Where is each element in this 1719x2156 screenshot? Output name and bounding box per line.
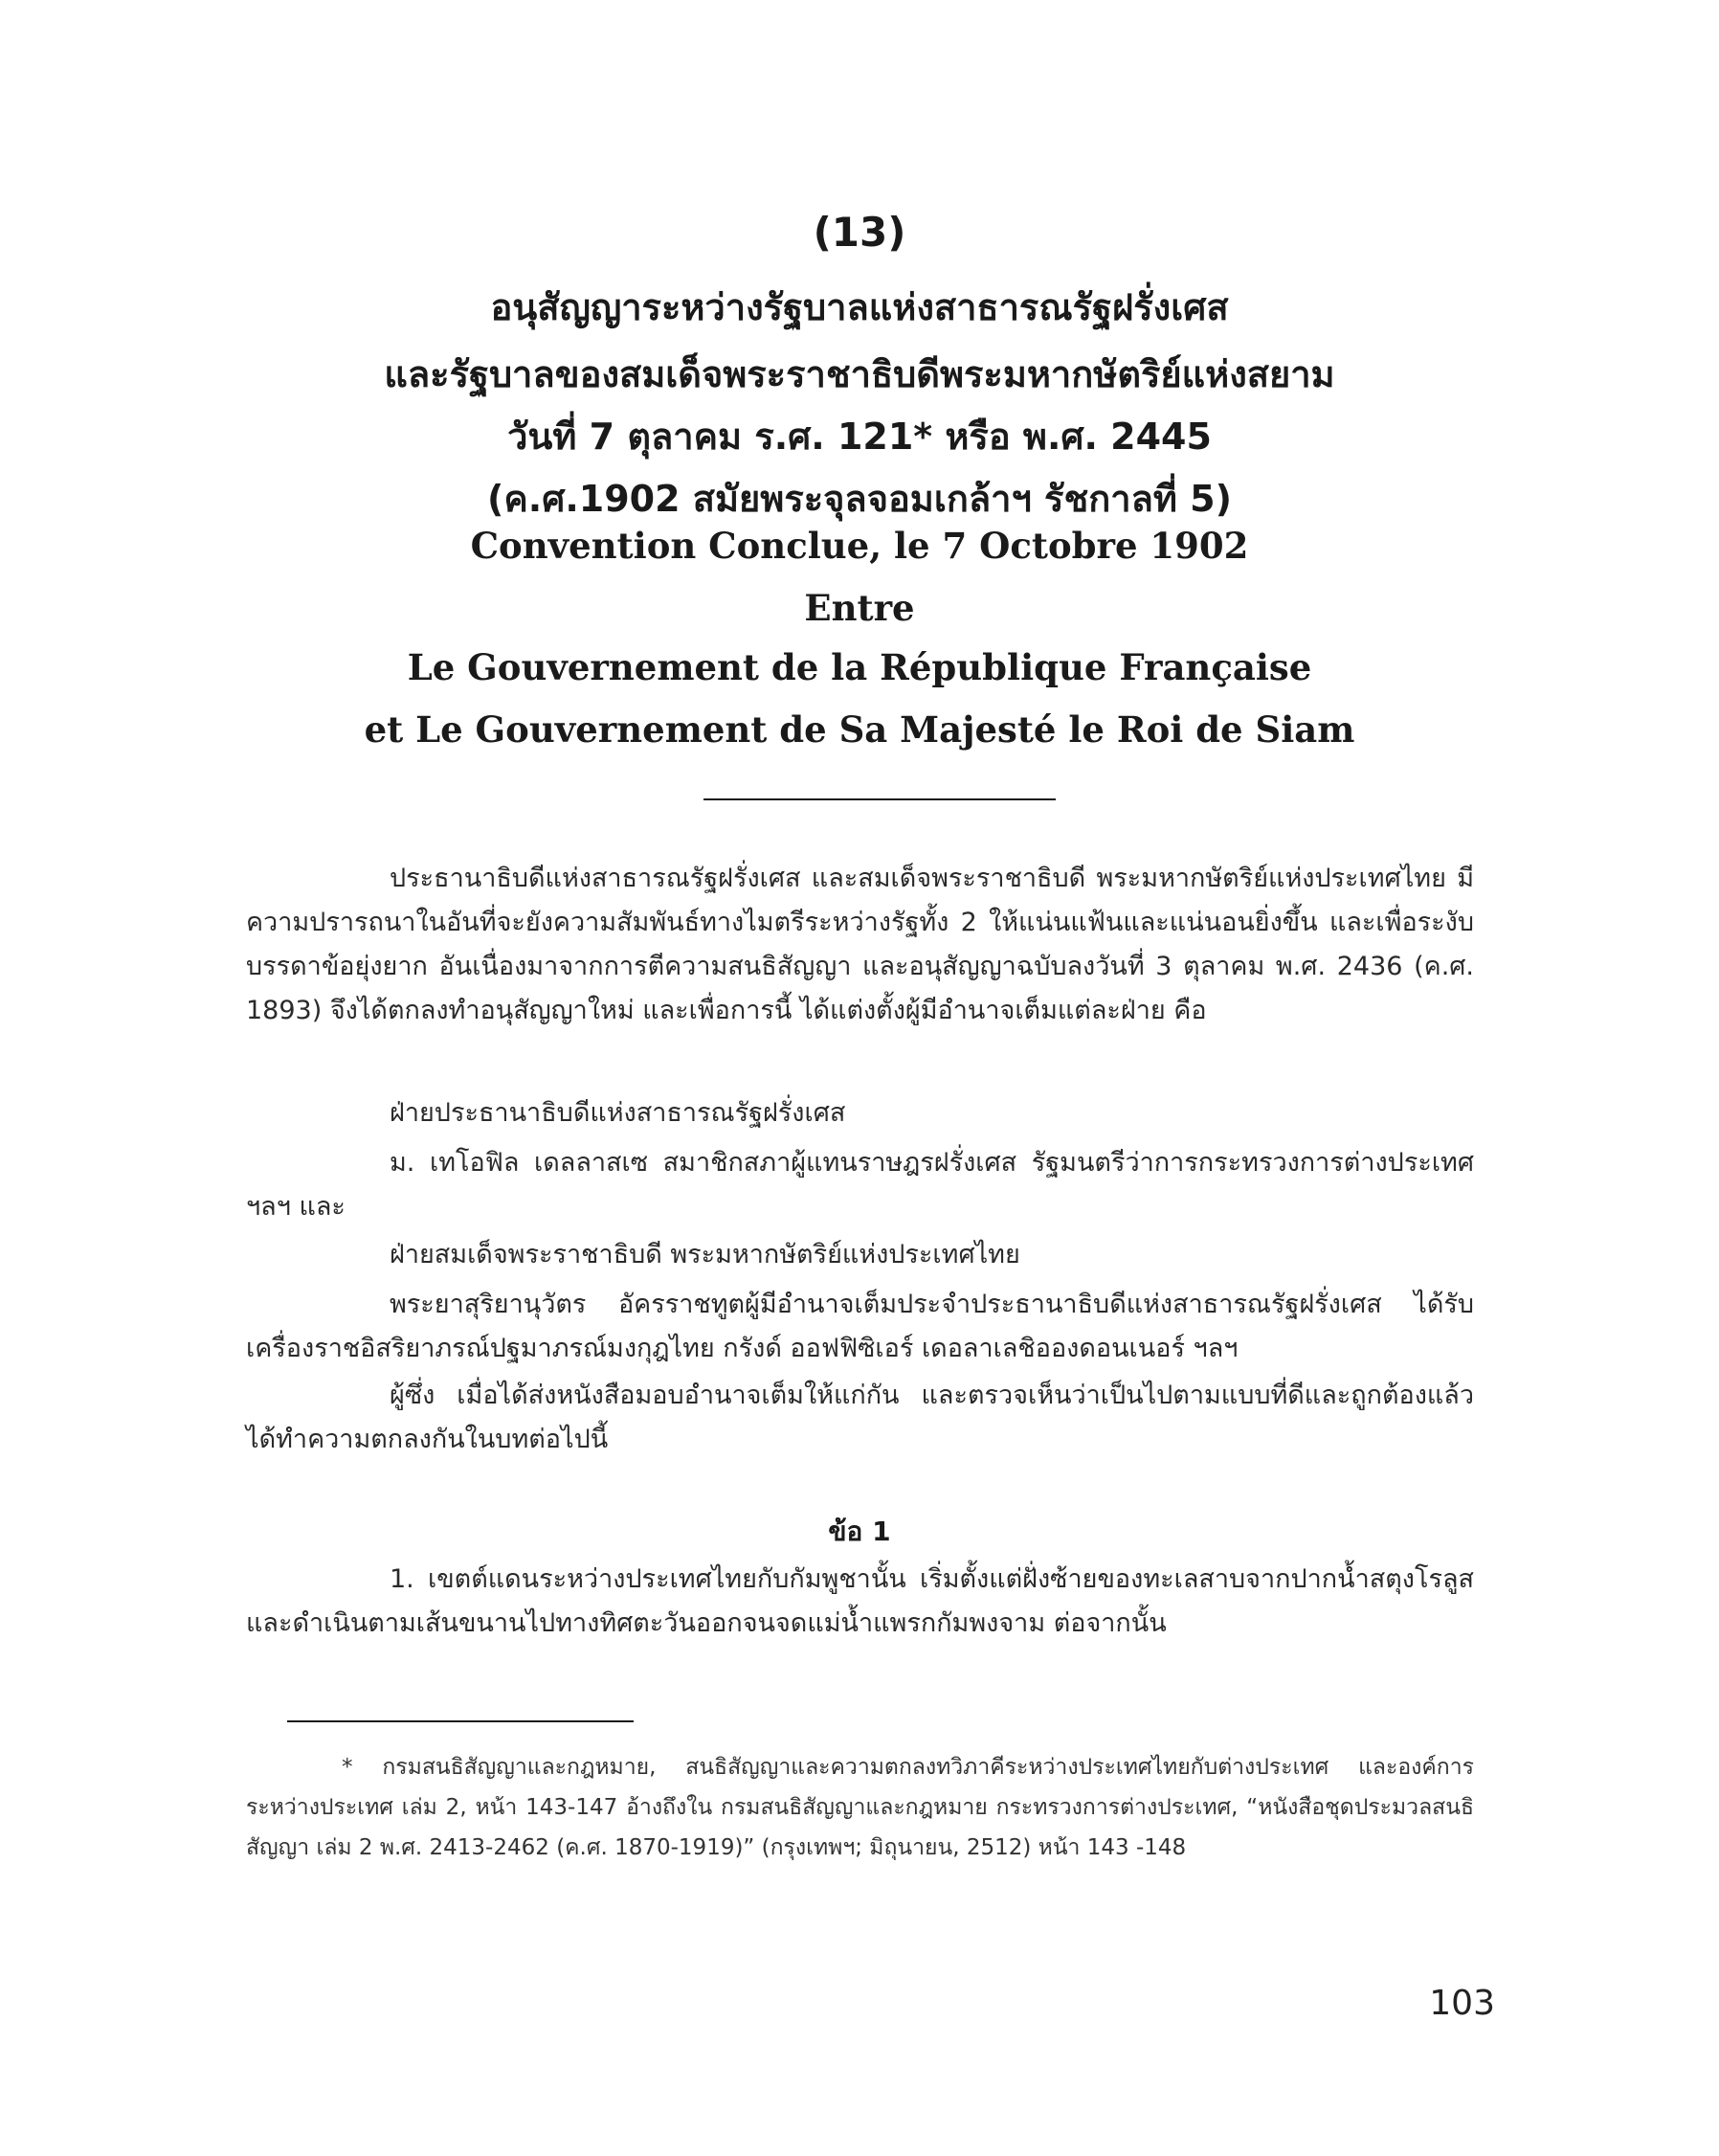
article-heading: ข้อ 1 xyxy=(828,1516,891,1547)
thai-title-line-2: และรัฐบาลของสมเด็จพระราชาธิบดีพระมหากษัตริย์แห่งสยาม xyxy=(384,353,1335,395)
thai-title-line-1: อนุสัญญาระหว่างรัฐบาลแห่งสาธารณรัฐฝรั่งเศส xyxy=(490,286,1229,328)
siam-party-heading: ฝ่ายสมเด็จพระราชาธิบดี พระมหากษัตริย์แห่งประเทศไทย xyxy=(390,1240,1020,1269)
thai-title-date: วันที่ 7 ตุลาคม ร.ศ. 121* หรือ พ.ศ. 2445 xyxy=(507,415,1212,458)
siam-plenipotentiary: พระยาสุริยานุวัตร อัครราชทูตผู้มีอำนาจเต็มประจำประธานาธิบดีแห่งสาธารณรัฐฝรั่งเศส ได้รับเครื่องราชอิสริยาภรณ์ปฐมาภรณ์มงกุฎไทย กรังด์ ออฟฟิซิเอร์ เดอลาเลชิอองดอนเนอร์ ฯลฯ xyxy=(246,1290,1474,1363)
document-number: (13) xyxy=(813,209,906,256)
title-divider xyxy=(703,798,1056,800)
agreement-paragraph: ผู้ซึ่ง เมื่อได้ส่งหนังสือมอบอำนาจเต็มให้แก่กัน และตรวจเห็นว่าเป็นไปตามแบบที่ดีและถูกต้องแล้ว ได้ทำความตกลงกันในบทต่อไปนี้ xyxy=(246,1381,1474,1454)
french-title-line-4: et Le Gouvernement de Sa Majesté le Roi de Siam xyxy=(364,708,1355,751)
footnote-divider xyxy=(287,1720,634,1722)
french-party-heading: ฝ่ายประธานาธิบดีแห่งสาธารณรัฐฝรั่งเศส xyxy=(390,1098,846,1128)
french-title-line-1: Convention Conclue, le 7 Octobre 1902 xyxy=(470,525,1249,567)
article-1-paragraph: 1. เขตต์แดนระหว่างประเทศไทยกับกัมพูชานั้น เริ่มตั้งแต่ฝั่งซ้ายของทะเลสาบจากปากน้ำสตุงโรลูส และดำเนินตามเส้นขนานไปทางทิศตะวันออกจนจดแม่น้ำแพรกกัมพงจาม ต่อจากนั้น xyxy=(246,1564,1474,1638)
french-title-line-2: Entre xyxy=(804,587,915,629)
page-number: 103 xyxy=(1429,1984,1495,2023)
french-title-line-3: Le Gouvernement de la République Française xyxy=(407,646,1312,688)
thai-title-era: (ค.ศ.1902 สมัยพระจุลจอมเกล้าฯ รัชกาลที่ 5) xyxy=(487,478,1232,520)
french-plenipotentiary: ม. เทโอฟิล เดลลาสเซ สมาชิกสภาผู้แทนราษฎรฝรั่งเศส รัฐมนตรีว่าการกระทรวงการต่างประเทศ ฯลฯ และ xyxy=(246,1148,1474,1222)
footnote: * กรมสนธิสัญญาและกฎหมาย, สนธิสัญญาและความตกลงทวิภาคีระหว่างประเทศไทยกับต่างประเทศ และองค์การระหว่างประเทศ เล่ม 2, หน้า 143-147 อ้างถึงใน กรมสนธิสัญญาและกฎหมาย กระทรวงการต่างประเทศ, “หนังสือชุดประมวลสนธิสัญญา เล่ม 2 พ.ศ. 2413-2462 (ค.ศ. 1870-1919)” (กรุงเทพฯ; มิถุนายน, 2512) หน้า 143 -148 xyxy=(246,1755,1474,1860)
preamble-paragraph: ประธานาธิบดีแห่งสาธารณรัฐฝรั่งเศส และสมเด็จพระราชาธิบดี พระมหากษัตริย์แห่งประเทศไทย มีความปรารถนาในอันที่จะยังความสัมพันธ์ทางไมตรีระหว่างรัฐทั้ง 2 ให้แน่นแฟ้นและแน่นอนยิ่งขึ้น และเพื่อระงับบรรดาข้อยุ่งยาก อันเนื่องมาจากการตีความสนธิสัญญา และอนุสัญญาฉบับลงวันที่ 3 ตุลาคม พ.ศ. 2436 (ค.ศ. 1893) จึงได้ตกลงทำอนุสัญญาใหม่ และเพื่อการนี้ ได้แต่งตั้งผู้มีอำนาจเต็มแต่ละฝ่าย คือ xyxy=(246,864,1474,1025)
